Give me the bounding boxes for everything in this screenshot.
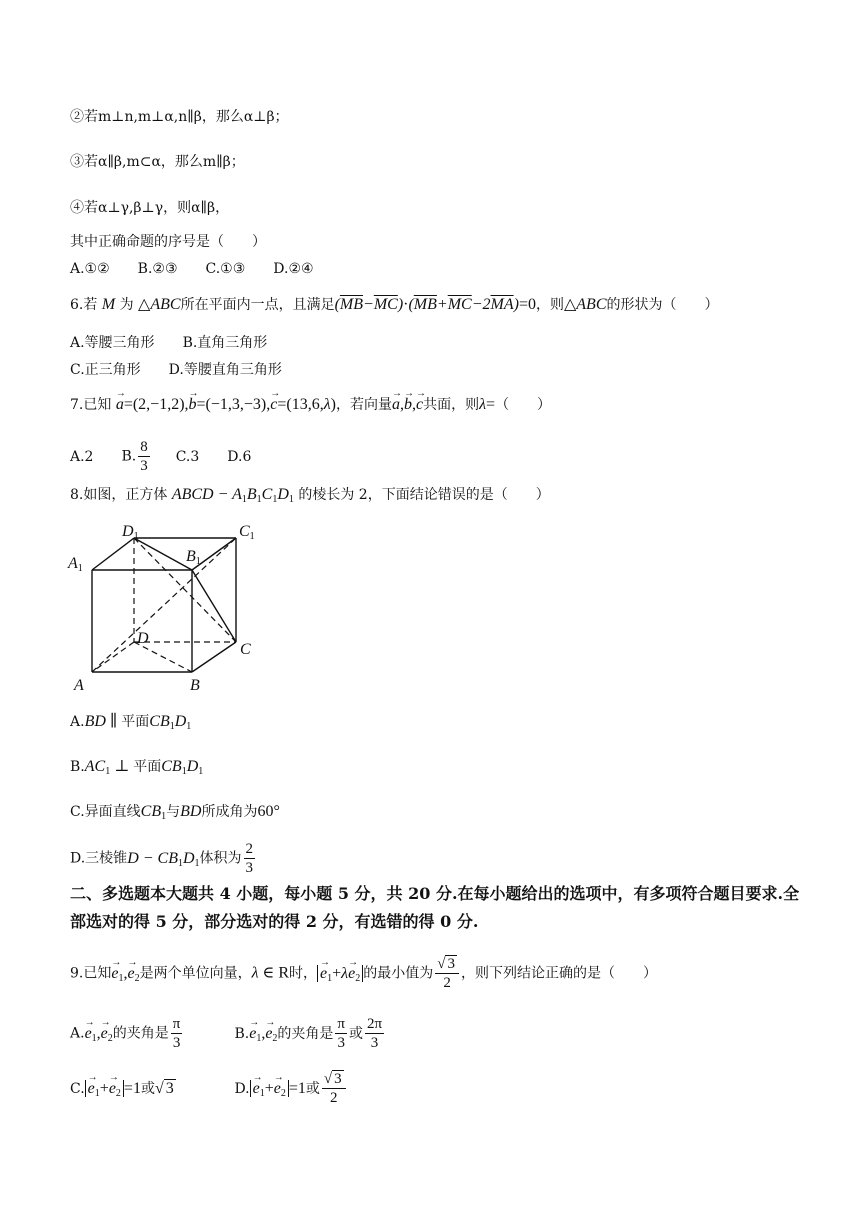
section-2-heading: 二、多选题本大题共 4 小题，每小题 5 分，共 20 分.在每小题给出的选项中，有多项符合题目要求.全部选对的得 5 分，部分选对的得 2 分，有选错的得 0 分. — [70, 884, 800, 931]
label-A1: A1 — [68, 555, 83, 574]
q9-option-b: $B.\to e_1,\to e_2$的夹角是 $\frac{\pi}{3}$ 或 $\frac{2\pi}{3}$ — [234, 1026, 386, 1042]
cube-figure — [62, 518, 272, 698]
q5-options — [70, 259, 342, 279]
q7-vectors: → a=(2,−1,2),→ b=(−1,3,−3),→ c=(13,6,λ) — [116, 396, 336, 413]
q9-stem: 9.已知→ $e_1,\to e_2$是两个单位向量，λ ∈ R时， → $e_1+\lambda\to e_2$ 的最小值为 $\frac{√ 3}{2}$ ，则下列结论正确的是（ ） — [70, 955, 657, 992]
q8-option-a: A.BD ∥ 平面$CB_1D_1$ — [70, 713, 192, 732]
q7-stem: 7.已知 → a=(2,−1,2),→ b=(−1,3,−3),→ c=(13,6,λ)，若向量→ a,→ b,→ c共面，则λ=（ ） — [70, 395, 551, 415]
q8-option-c: C.异面直线$CB_1$与BD所成角为60° — [70, 803, 280, 822]
q5-item-2: ②若m⊥n,m⊥α,n∥β，那么α⊥β； — [70, 109, 289, 125]
q7-option-d: D.6 — [227, 448, 252, 465]
q6-vector-expression: $(\overline{MB}-\overline{MC})\cdot(\overline{MB}+\overline{MC}-2\overline{MA})=0$ — [334, 296, 536, 313]
q7-option-b: B. $\frac{8}{3}$ — [121, 439, 148, 474]
q6-options-row2 — [70, 360, 310, 380]
q6-option-c: C.正三角形 — [70, 362, 141, 378]
q7-option-c: C.3 — [175, 448, 200, 465]
q9-option-d: D. → $e_1+\to e_2 =1$或 $\frac{√ 3}{2}$ — [234, 1081, 347, 1097]
label-C1: C1 — [239, 523, 255, 542]
q9-option-a: $A.\to e_1,\to e_2$的夹角是 $\frac{\pi}{3}$ — [70, 1015, 230, 1052]
label-B1: B1 — [186, 548, 201, 567]
label-C: C — [240, 641, 251, 658]
q6-options-row1 — [70, 333, 295, 353]
q5-item-4: ④若α⊥γ,β⊥γ，则α∥β， — [70, 200, 230, 216]
q8-option-d: D.三棱锥$D - CB_1D_1$体积为 $\frac{2}{3}$ — [70, 841, 254, 876]
q7-option-a: A.2 — [70, 448, 94, 465]
q9-options-row2 — [70, 1070, 348, 1107]
q6-stem: 6.若 M 为 △ABC所在平面内一点，且满足$(\overline{MB}-\overline{MC})\cdot(\overline{MB}+\overline{MC}-2\overline{MA})=0$，则△ABC的形状为（ ） — [70, 296, 719, 313]
q6-option-a: A.等腰三角形 — [70, 335, 155, 351]
q6-option-d: D.等腰直角三角形 — [168, 362, 282, 378]
q7-options — [70, 438, 279, 475]
label-D1: D1 — [122, 523, 139, 542]
q9-options-row1 — [70, 1015, 386, 1052]
label-A: A — [74, 677, 84, 694]
q6-option-b: B.直角三角形 — [182, 335, 268, 351]
q8-stem: 8.如图，正方体 ABCD − $A_1B_1C_1D_1$ 的棱长为 2，下面结论错误的是（ ） — [70, 486, 550, 505]
q5-item-3: ③若α∥β,m⊂α，那么m∥β； — [70, 154, 245, 170]
q5-option-b: B.②③ — [137, 261, 178, 277]
label-B: B — [190, 677, 200, 694]
label-D: D — [137, 630, 149, 647]
q5-option-a: A.①② — [70, 261, 110, 277]
q5-prompt: 其中正确命题的序号是（ ） — [70, 234, 266, 250]
q5-option-c: C.①③ — [205, 261, 246, 277]
q9-option-c: C. → $e_1+\to e_2 =1$或√ 3 — [70, 1079, 230, 1104]
q8-option-b: $B.AC_1$ ⊥ 平面$CB_1D_1$ — [70, 758, 204, 777]
q5-option-d: D.②④ — [273, 261, 314, 277]
